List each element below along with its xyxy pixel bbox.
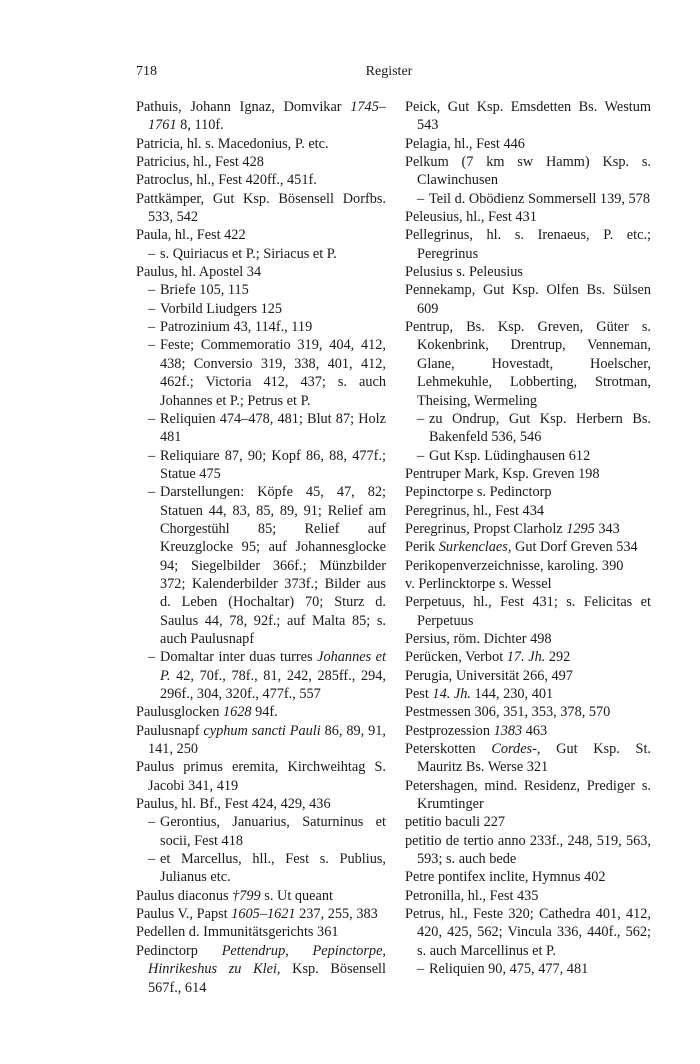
subentry-dash: – <box>148 447 156 464</box>
entry-text: Petre pontifex inclite, Hymnus 402 <box>405 869 606 886</box>
index-entry <box>405 208 651 226</box>
entry-text: 292 <box>545 649 571 666</box>
index-entry <box>405 263 651 281</box>
entry-text: Petrus, hl., Feste 320; Cathedra 401, 412, 420, 425, 562; Vincula 336, 440f., 562; s. auch Marcellinus et P. <box>405 906 651 959</box>
entry-text: zu Ondrup, Gut Ksp. Herbern Bs. Bakenfeld 536, 546 <box>429 410 651 446</box>
index-entry <box>136 153 386 171</box>
italic-text: 1628 <box>222 704 252 721</box>
index-entry <box>405 868 651 886</box>
index-entry <box>405 905 651 960</box>
subentry-dash: – <box>148 337 156 354</box>
entry-text: Vorbild Liudgers 125 <box>160 300 283 317</box>
italic-text: 1295 <box>566 520 595 537</box>
index-entry <box>136 905 386 923</box>
entry-text: Gut Ksp. Lüdinghausen 612 <box>429 447 591 464</box>
entry-text: Patrozinium 43, 114f., 119 <box>160 319 313 336</box>
italic-text: Surkenclaes, <box>438 539 512 556</box>
entry-text: Perpetuus, hl., Fest 431; s. Felicitas et Perpetuus <box>405 594 651 629</box>
subentry-dash: – <box>417 961 425 978</box>
entry-text: Patroclus, hl., Fest 420ff., 451f. <box>136 172 317 189</box>
index-entry <box>136 171 386 189</box>
index-entry <box>136 135 386 153</box>
entry-text: Paulus, hl. Apostel 34 <box>136 264 262 281</box>
entry-text: petitio de tertio anno 233f., 248, 519, 563, 593; s. auch bede <box>405 832 651 868</box>
index-entry <box>136 758 386 795</box>
index-entry <box>405 575 651 593</box>
entry-text: et Marcellus, hll., Fest s. Publius, Julianus etc. <box>160 851 386 886</box>
entry-text: Perugia, Universität 266, 497 <box>405 667 573 684</box>
subentry-dash: – <box>417 410 425 427</box>
subentry-dash: – <box>148 851 156 868</box>
subentry-dash: – <box>417 447 425 464</box>
italic-text: Cordes-, <box>491 741 541 758</box>
index-entry <box>405 135 651 153</box>
index-entry <box>405 153 651 190</box>
subentry-dash: – <box>148 245 156 262</box>
index-entry <box>136 98 386 135</box>
entry-text: Perikopenverzeichnisse, karoling. 390 <box>405 557 624 574</box>
index-subentry <box>136 447 386 484</box>
index-entry <box>405 557 651 575</box>
entry-text: Pest <box>405 686 433 702</box>
index-entry <box>136 923 386 941</box>
entry-text: Paulus V., Papst <box>136 906 232 923</box>
subentry-dash: – <box>417 190 425 207</box>
index-subentry <box>136 245 386 263</box>
index-subentry <box>136 483 386 648</box>
entry-text: Domaltar inter duas turres <box>160 649 318 666</box>
entry-text: Patricius, hl., Fest 428 <box>136 154 264 171</box>
index-entry <box>405 685 651 703</box>
entry-text: Pelusius s. Peleusius <box>405 264 523 281</box>
index-subentry <box>136 813 386 850</box>
subentry-dash: – <box>148 814 156 831</box>
index-entry <box>405 520 651 538</box>
index-entry <box>405 502 651 520</box>
entry-text: Paulus, hl. Bf., Fest 424, 429, 436 <box>136 796 331 813</box>
entry-text: Paulus primus eremita, Kirchweihtag S. Jacobi 341, 419 <box>136 759 386 794</box>
index-entry <box>136 190 386 227</box>
entry-text: Reliquien 474–478, 481; Blut 87; Holz 481 <box>160 410 386 446</box>
entry-text: Paulus diaconus <box>136 887 233 904</box>
index-entry <box>405 648 651 666</box>
entry-text: Feste; Commemoratio 319, 404, 412, 438; Conversio 319, 338, 401, 412, 462f.; Victoria 412, 437; s. auch Johannes et P.; Petrus et P. <box>160 337 386 409</box>
index-entry <box>405 483 651 501</box>
index-subentry <box>136 318 386 336</box>
index-entry <box>136 942 386 997</box>
index-entry <box>405 538 651 556</box>
index-entry <box>136 263 386 281</box>
entry-text: Perik <box>405 539 439 556</box>
entry-text: 463 <box>522 722 548 739</box>
index-entry <box>405 630 651 648</box>
entry-text: Pellegrinus, hl. s. Irenaeus, P. etc.; Peregrinus <box>405 227 651 262</box>
entry-text: Pepinctorpe s. Pedinctorp <box>405 484 552 501</box>
index-column-right <box>405 98 651 979</box>
entry-text: Teil d. Obödienz Sommersell 139, 578 <box>429 190 650 207</box>
entry-text: Paulusnapf <box>136 722 204 739</box>
entry-text: 343 <box>594 520 620 537</box>
index-entry <box>136 887 386 905</box>
running-title: Register <box>365 64 413 79</box>
running-header <box>136 64 642 82</box>
index-subentry <box>136 281 386 299</box>
page-number: 718 <box>136 64 157 79</box>
entry-text: Paulusglocken <box>136 704 223 721</box>
entry-text: Perücken, Verbot <box>405 649 507 666</box>
entry-text: Reliquiare 87, 90; Kopf 86, 88, 477f.; Statue 475 <box>160 447 386 482</box>
entry-text: Pentruper Mark, Ksp. Greven 198 <box>405 465 600 482</box>
subentry-dash: – <box>148 282 156 299</box>
index-entry <box>405 740 651 777</box>
italic-text: 1745–1761 <box>148 99 386 134</box>
index-subentry <box>136 648 386 703</box>
index-entry <box>405 98 651 135</box>
index-subentry <box>405 410 651 447</box>
entry-text: Pestmessen 306, 351, 353, 378, 570 <box>405 704 611 721</box>
entry-text: Paula, hl., Fest 422 <box>136 227 246 244</box>
entry-text: Gerontius, Januarius, Saturninus et socii, Fest 418 <box>160 814 386 849</box>
index-entry <box>405 813 651 831</box>
index-subentry <box>405 447 651 465</box>
index-entry <box>405 667 651 685</box>
italic-text: 14. Jh. <box>432 686 471 702</box>
entry-text: Persius, röm. Dichter 498 <box>405 630 552 647</box>
entry-text: 8, 110f. <box>176 117 224 134</box>
entry-text: 237, 255, 383 <box>295 906 378 923</box>
entry-text: Pathuis, Johann Ignaz, Domvikar <box>136 99 351 115</box>
italic-text: 1383 <box>493 722 523 739</box>
entry-text: Pedellen d. Immunitätsgerichts 361 <box>136 924 339 941</box>
entry-text: petitio baculi 227 <box>405 814 506 831</box>
entry-text: Peregrinus, hl., Fest 434 <box>405 502 544 519</box>
entry-text: v. Perlincktorpe s. Wessel <box>405 575 552 592</box>
index-entry <box>136 795 386 813</box>
entry-text: Gut Dorf Greven 534 <box>511 539 638 556</box>
index-subentry <box>136 336 386 409</box>
entry-text: Petronilla, hl., Fest 435 <box>405 887 539 904</box>
italic-text: Johannes et P. <box>160 649 387 684</box>
entry-text: Peleusius, hl., Fest 431 <box>405 209 537 226</box>
index-subentry <box>136 300 386 318</box>
index-entry <box>405 703 651 721</box>
entry-text: Patricia, hl. s. Macedonius, P. etc. <box>136 135 329 152</box>
entry-text: s. Quiriacus et P.; Siriacus et P. <box>160 245 337 262</box>
entry-text: Peick, Gut Ksp. Emsdetten Bs. Westum 543 <box>405 99 651 134</box>
entry-text: Reliquien 90, 475, 477, 481 <box>429 961 589 978</box>
index-entry <box>405 465 651 483</box>
entry-text: 86, 89, 91, 141, 250 <box>148 722 387 758</box>
subentry-dash: – <box>148 649 156 666</box>
entry-text: Briefe 105, 115 <box>160 282 249 299</box>
italic-text: 1605–1621 <box>231 906 296 923</box>
index-entry <box>405 887 651 905</box>
entry-text: Peterskotten <box>405 741 492 758</box>
entry-text: Pentrup, Bs. Ksp. Greven, Güter s. Kokenbrink, Drentrup, Venneman, Glane, Hovestadt, Hoelscher, Lehmekuhle, Lobberting, Strotman, Theising, Wermeling <box>405 319 651 409</box>
index-entry <box>405 226 651 263</box>
subentry-dash: – <box>148 319 156 336</box>
subentry-dash: – <box>148 300 156 317</box>
entry-text: 144, 230, 401 <box>470 686 554 702</box>
index-subentry <box>405 190 651 208</box>
index-subentry <box>136 850 386 887</box>
entry-text: Pestprozession <box>405 722 494 739</box>
index-entry <box>136 226 386 244</box>
entry-text: 94f. <box>251 704 278 721</box>
entry-text: Ksp. Bösensell 567f., 614 <box>148 961 386 996</box>
entry-text: Pelkum (7 km sw Hamm) Ksp. s. Clawinchusen <box>405 154 651 189</box>
index-entry <box>136 703 386 721</box>
index-entry <box>405 832 651 869</box>
index-entry <box>405 318 651 410</box>
entry-text: s. Ut queant <box>260 887 333 904</box>
index-entry <box>405 281 651 318</box>
entry-text: Pattkämper, Gut Ksp. Bösensell Dorfbs. 533, 542 <box>136 190 386 226</box>
index-column-left <box>136 98 386 997</box>
index-entry <box>405 722 651 740</box>
italic-text: 17. Jh. <box>506 649 546 666</box>
entry-text: 42, 70f., 78f., 81, 242, 285ff., 294, 296f., 304, 320f., 477f., 557 <box>160 667 386 702</box>
italic-text: †799 <box>232 887 261 904</box>
subentry-dash: – <box>148 410 156 427</box>
index-entry <box>136 722 386 759</box>
entry-text: Darstellungen: Köpfe 45, 47, 82; Statuen 44, 83, 85, 89, 91; Relief am Chorgestühl 85; Relief auf Kreuzglocke 95; auf Johannesglocke 94; Siegelbilder 366f.; Münzbilder 372; Kalenderbilder 373f.; Bilder aus d. Leben (Hochaltar) 70; Sturz d. Saulus 44, 78, 92f.; auf Malta 85; s. auch Paulusnapf <box>160 484 386 647</box>
italic-text: cyphum sancti Pauli <box>203 722 321 739</box>
entry-text: Petershagen, mind. Residenz, Prediger s. Krumtinger <box>405 777 651 813</box>
index-subentry <box>136 410 386 447</box>
italic-text: Pettendrup, Pepinctorpe, Hinrikeshus zu Klei, <box>148 942 386 978</box>
index-entry <box>405 593 651 630</box>
entry-text: Peregrinus, Propst Clarholz <box>405 520 567 537</box>
entry-text: Pelagia, hl., Fest 446 <box>405 135 525 152</box>
index-entry <box>405 777 651 814</box>
entry-text: Pedinctorp <box>136 942 222 959</box>
subentry-dash: – <box>148 484 156 501</box>
entry-text: Pennekamp, Gut Ksp. Olfen Bs. Sülsen 609 <box>405 282 651 317</box>
index-subentry <box>405 960 651 978</box>
entry-text: Gut Ksp. St. Mauritz Bs. Werse 321 <box>417 741 652 776</box>
